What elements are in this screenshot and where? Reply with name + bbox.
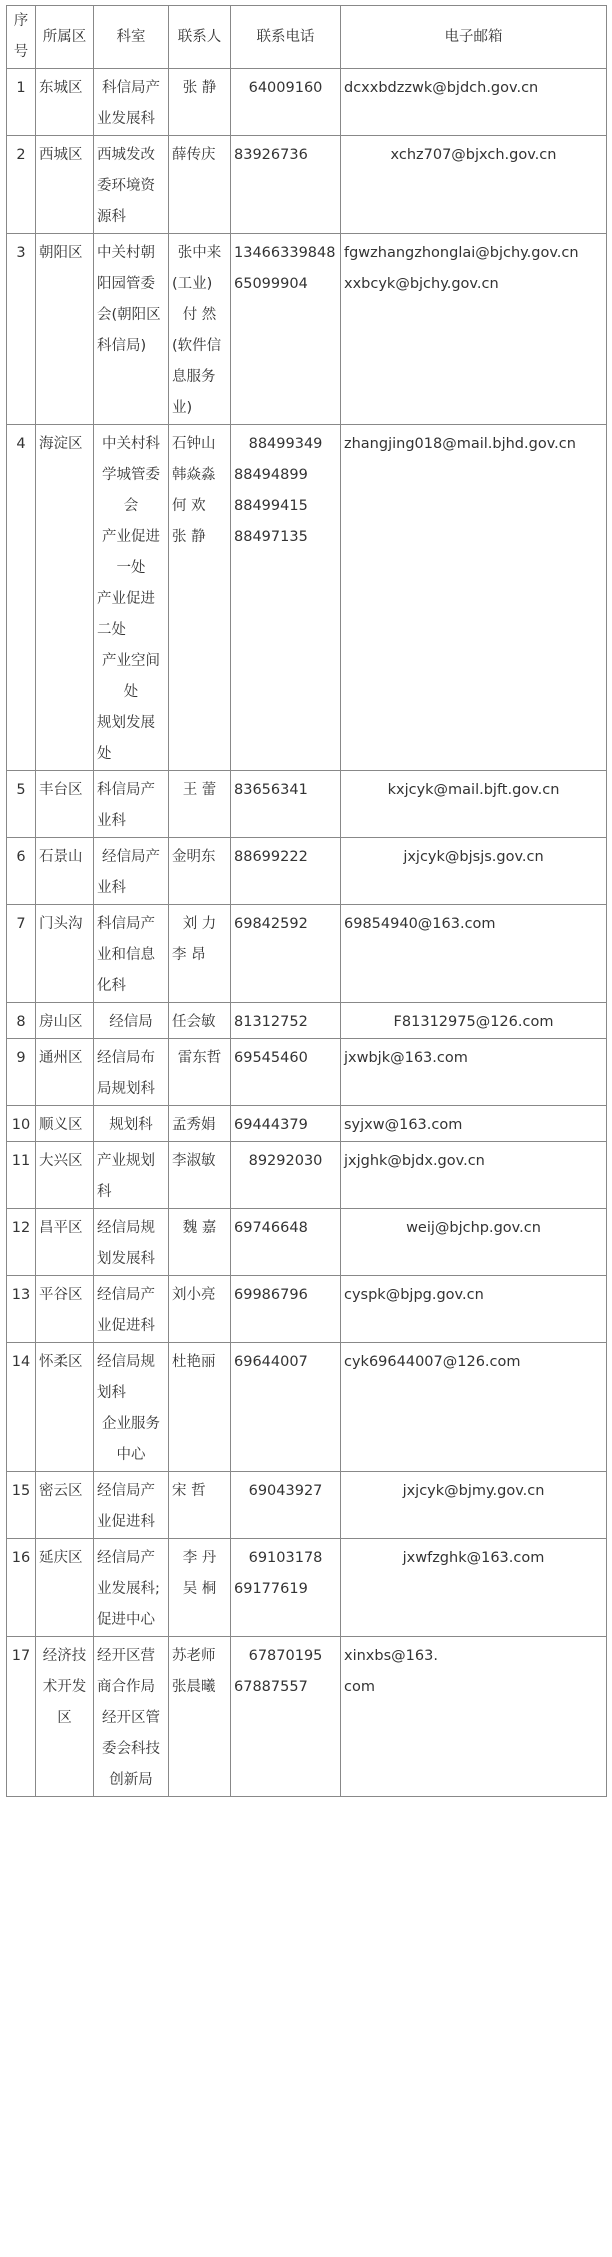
cell-email-line: cyk69644007@126.com	[344, 1354, 521, 1370]
cell-district: 延庆区	[36, 1539, 94, 1637]
cell-contact-line: 刘 力	[182, 916, 217, 932]
cell-contact	[169, 425, 231, 771]
cell-phone-line: 69444379	[234, 1117, 308, 1133]
cell-email	[341, 1539, 607, 1637]
cell-department-line: 划科	[97, 1385, 126, 1401]
cell-contact	[169, 1472, 231, 1539]
table-row	[7, 1472, 607, 1539]
cell-contact-line: 张 静	[172, 529, 206, 545]
cell-contact-line: 宋 哲	[172, 1483, 206, 1499]
header-index: 序号	[7, 6, 36, 69]
table-row	[7, 838, 607, 905]
cell-contact	[169, 905, 231, 1003]
cell-department-line: 业科	[97, 813, 126, 829]
cell-department	[94, 1209, 169, 1276]
cell-department-line: 经信局产	[97, 1287, 155, 1303]
cell-department	[94, 838, 169, 905]
cell-phone-line: 67887557	[234, 1679, 308, 1695]
cell-district: 平谷区	[36, 1276, 94, 1343]
cell-phone	[231, 838, 341, 905]
cell-phone-line: 65099904	[234, 276, 308, 292]
cell-email-line: xchz707@bjxch.gov.cn	[390, 147, 557, 163]
cell-phone	[231, 69, 341, 136]
cell-district: 东城区	[36, 69, 94, 136]
table-row	[7, 1003, 607, 1039]
cell-district: 昌平区	[36, 1209, 94, 1276]
cell-phone	[231, 425, 341, 771]
cell-phone	[231, 771, 341, 838]
cell-department-line: 经开区管	[102, 1710, 160, 1726]
cell-phone-line: 88499415	[234, 498, 308, 514]
cell-department-line: 经信局规	[97, 1354, 155, 1370]
cell-index: 1	[7, 69, 36, 136]
cell-contact-line: 杜艳丽	[172, 1354, 216, 1370]
cell-email-line: jxjcyk@bjmy.gov.cn	[402, 1483, 545, 1499]
cell-district: 大兴区	[36, 1142, 94, 1209]
cell-index: 12	[7, 1209, 36, 1276]
cell-contact	[169, 1106, 231, 1142]
cell-email-line: com	[344, 1679, 375, 1695]
table-row	[7, 1637, 607, 1797]
cell-email	[341, 69, 607, 136]
cell-phone	[231, 234, 341, 425]
cell-email-line: weij@bjchp.gov.cn	[406, 1220, 541, 1236]
cell-phone-line: 69103178	[248, 1550, 323, 1566]
cell-department-line: 业和信息	[97, 947, 155, 963]
cell-department-line: 产业促进	[102, 529, 160, 545]
header-row	[7, 6, 607, 69]
cell-department-line: 促进中心	[97, 1612, 155, 1628]
cell-phone	[231, 1637, 341, 1797]
cell-phone	[231, 1209, 341, 1276]
cell-email-line: cyspk@bjpg.gov.cn	[344, 1287, 484, 1303]
cell-department	[94, 69, 169, 136]
cell-email-line: fgwzhangzhonglai@bjchy.gov.cn	[344, 245, 579, 261]
cell-phone	[231, 1039, 341, 1106]
cell-contact-line: 付 然	[182, 307, 217, 323]
cell-index: 15	[7, 1472, 36, 1539]
cell-district-line: 区	[57, 1710, 72, 1726]
cell-email-line: kxjcyk@mail.bjft.gov.cn	[387, 782, 560, 798]
cell-contact	[169, 1142, 231, 1209]
cell-index: 16	[7, 1539, 36, 1637]
cell-email	[341, 1209, 607, 1276]
cell-index: 2	[7, 136, 36, 234]
cell-department	[94, 1472, 169, 1539]
table-row	[7, 234, 607, 425]
cell-index: 4	[7, 425, 36, 771]
cell-department-line: 经信局规	[97, 1220, 155, 1236]
cell-contact-line: 何 欢	[172, 498, 206, 514]
cell-department	[94, 905, 169, 1003]
cell-district	[36, 1637, 94, 1797]
cell-phone	[231, 1472, 341, 1539]
cell-department-line: 经信局布	[97, 1050, 155, 1066]
cell-contact-line: 雷东哲	[177, 1050, 222, 1066]
cell-index: 14	[7, 1343, 36, 1472]
cell-contact-line: 业)	[172, 400, 193, 416]
cell-department-line: 处	[123, 684, 139, 700]
cell-department-line: 规划发展	[97, 715, 155, 731]
cell-contact	[169, 1003, 231, 1039]
cell-contact-line: 孟秀娟	[172, 1117, 216, 1133]
cell-phone	[231, 1106, 341, 1142]
cell-district: 顺义区	[36, 1106, 94, 1142]
header-district: 所属区	[36, 6, 94, 69]
cell-department-line: 业促进科	[97, 1318, 155, 1334]
cell-phone	[231, 905, 341, 1003]
cell-department-line: 源科	[97, 209, 126, 225]
cell-phone-line: 13466339848	[234, 245, 336, 261]
cell-contact-line: 苏老师	[172, 1648, 216, 1664]
cell-phone-line: 83656341	[234, 782, 308, 798]
table-row	[7, 771, 607, 838]
cell-phone	[231, 136, 341, 234]
cell-email	[341, 1343, 607, 1472]
cell-phone-line: 69043927	[248, 1483, 323, 1499]
cell-phone-line: 83926736	[234, 147, 308, 163]
cell-department-line: 二处	[97, 622, 126, 638]
cell-contact-line: 薛传庆	[172, 147, 216, 163]
cell-department	[94, 1276, 169, 1343]
cell-email-line: jxjcyk@bjsjs.gov.cn	[403, 849, 544, 865]
cell-department-line: 化科	[97, 978, 126, 994]
cell-email	[341, 234, 607, 425]
cell-district: 朝阳区	[36, 234, 94, 425]
cell-district: 门头沟	[36, 905, 94, 1003]
header-department: 科室	[94, 6, 169, 69]
cell-department	[94, 425, 169, 771]
cell-phone-line: 69545460	[234, 1050, 308, 1066]
cell-contact-line: 石钟山	[172, 436, 216, 452]
cell-email	[341, 1276, 607, 1343]
cell-phone-line: 89292030	[248, 1153, 323, 1169]
cell-contact-line: 王 蕾	[182, 782, 217, 798]
cell-phone	[231, 1539, 341, 1637]
cell-contact-line: 息服务	[172, 369, 216, 385]
cell-index: 8	[7, 1003, 36, 1039]
cell-department	[94, 136, 169, 234]
cell-department-line: 中关村科	[102, 436, 160, 452]
table-row	[7, 69, 607, 136]
cell-department-line: 业促进科	[97, 1514, 155, 1530]
cell-department-line: 划发展科	[97, 1251, 155, 1267]
cell-department-line: 局规划科	[97, 1081, 155, 1097]
cell-department-line: 经信局产	[102, 849, 160, 865]
cell-contact	[169, 1039, 231, 1106]
cell-district: 房山区	[36, 1003, 94, 1039]
cell-contact-line: 魏 嘉	[182, 1220, 217, 1236]
cell-email-line: xinxbs@163.	[344, 1648, 438, 1664]
cell-phone-line: 81312752	[234, 1014, 308, 1030]
cell-email	[341, 838, 607, 905]
cell-department-line: 产业规划	[97, 1153, 155, 1169]
cell-phone-line: 69842592	[234, 916, 308, 932]
cell-phone-line: 88497135	[234, 529, 308, 545]
cell-phone	[231, 1142, 341, 1209]
cell-phone	[231, 1343, 341, 1472]
cell-index: 11	[7, 1142, 36, 1209]
cell-contact	[169, 1539, 231, 1637]
cell-department-line: 学城管委	[102, 467, 160, 483]
cell-contact-line: 李 丹	[182, 1550, 217, 1566]
cell-index: 10	[7, 1106, 36, 1142]
table-body	[7, 69, 607, 1797]
cell-department-line: 科信局产	[97, 782, 155, 798]
table-row	[7, 425, 607, 771]
contacts-table	[6, 5, 607, 1797]
cell-email-line: F81312975@126.com	[393, 1014, 554, 1030]
cell-department-line: 一处	[116, 560, 146, 576]
cell-district-line: 术开发	[42, 1679, 87, 1695]
cell-phone-line: 69986796	[234, 1287, 308, 1303]
cell-email-line: jxjghk@bjdx.gov.cn	[344, 1153, 485, 1169]
cell-department-line: 经信局	[109, 1014, 153, 1030]
cell-district: 石景山	[36, 838, 94, 905]
cell-department-line: 会(朝阳区	[97, 307, 161, 323]
cell-district: 怀柔区	[36, 1343, 94, 1472]
table-row	[7, 905, 607, 1003]
cell-email-line: xxbcyk@bjchy.gov.cn	[344, 276, 499, 292]
cell-contact-line: 张中来	[177, 245, 222, 261]
cell-district: 通州区	[36, 1039, 94, 1106]
cell-email	[341, 425, 607, 771]
cell-phone-line: 64009160	[248, 80, 323, 96]
cell-department-line: 科	[97, 1184, 112, 1200]
cell-department-line: 经信局产	[97, 1483, 155, 1499]
cell-phone-line: 88499349	[248, 436, 323, 452]
cell-department-line: 阳园管委	[97, 276, 155, 292]
cell-phone-line: 69177619	[234, 1581, 308, 1597]
cell-department	[94, 1539, 169, 1637]
table-row	[7, 1276, 607, 1343]
cell-department-line: 业科	[97, 880, 126, 896]
cell-contact-line: 刘小亮	[172, 1287, 216, 1303]
cell-department-line: 中心	[116, 1447, 146, 1463]
cell-contact	[169, 1343, 231, 1472]
cell-email-line: dcxxbdzzwk@bjdch.gov.cn	[344, 80, 539, 96]
cell-phone-line: 69644007	[234, 1354, 308, 1370]
cell-department	[94, 1003, 169, 1039]
cell-email-line: jxwfzghk@163.com	[402, 1550, 545, 1566]
cell-email	[341, 1472, 607, 1539]
cell-index: 17	[7, 1637, 36, 1797]
cell-email	[341, 1637, 607, 1797]
cell-contact	[169, 1209, 231, 1276]
cell-department	[94, 771, 169, 838]
cell-contact-line: 吴 桐	[182, 1581, 217, 1597]
cell-district: 密云区	[36, 1472, 94, 1539]
cell-contact-line: 韩焱淼	[172, 467, 216, 483]
cell-phone-line: 69746648	[234, 1220, 308, 1236]
cell-department-line: 中关村朝	[97, 245, 155, 261]
cell-department-line: 产业促进	[97, 591, 155, 607]
cell-department-line: 经信局产	[97, 1550, 155, 1566]
cell-contact-line: (软件信	[172, 338, 222, 354]
cell-index: 7	[7, 905, 36, 1003]
cell-email	[341, 1039, 607, 1106]
cell-contact	[169, 234, 231, 425]
cell-phone	[231, 1276, 341, 1343]
cell-email-line: jxwbjk@163.com	[344, 1050, 468, 1066]
cell-department-line: 委环境资	[97, 178, 155, 194]
cell-phone-line: 67870195	[248, 1648, 323, 1664]
cell-email-line: syjxw@163.com	[344, 1117, 463, 1133]
cell-email	[341, 1003, 607, 1039]
cell-department-line: 企业服务	[102, 1416, 160, 1432]
cell-department-line: 科信局)	[97, 338, 147, 354]
cell-contact-line: 李淑敏	[172, 1153, 216, 1169]
cell-email-line: 69854940@163.com	[344, 916, 496, 932]
cell-department-line: 商合作局	[97, 1679, 155, 1695]
cell-contact	[169, 838, 231, 905]
cell-department-line: 规划科	[109, 1117, 153, 1133]
cell-department-line: 产业空间	[102, 653, 160, 669]
cell-contact-line: 张 静	[182, 80, 217, 96]
header-email: 电子邮箱	[341, 6, 607, 69]
cell-email	[341, 771, 607, 838]
table-row	[7, 1142, 607, 1209]
cell-contact-line: (工业)	[172, 276, 213, 292]
table-row	[7, 1343, 607, 1472]
cell-contact-line: 金明东	[172, 849, 216, 865]
cell-district-line: 经济技	[42, 1648, 87, 1664]
cell-department-line: 业发展科	[97, 111, 155, 127]
header-phone: 联系电话	[231, 6, 341, 69]
cell-contact-line: 任会敏	[172, 1014, 216, 1030]
table-row	[7, 1539, 607, 1637]
table-row	[7, 1209, 607, 1276]
cell-email	[341, 136, 607, 234]
cell-department	[94, 1637, 169, 1797]
cell-contact	[169, 771, 231, 838]
cell-contact	[169, 1276, 231, 1343]
cell-department-line: 科信局产	[102, 80, 160, 96]
cell-email	[341, 905, 607, 1003]
cell-phone	[231, 1003, 341, 1039]
cell-index: 6	[7, 838, 36, 905]
table-row	[7, 136, 607, 234]
cell-phone-line: 88699222	[234, 849, 308, 865]
cell-index: 5	[7, 771, 36, 838]
cell-department	[94, 1343, 169, 1472]
cell-department	[94, 234, 169, 425]
table-row	[7, 1039, 607, 1106]
cell-contact	[169, 136, 231, 234]
cell-department-line: 创新局	[109, 1772, 153, 1788]
header-contact: 联系人	[169, 6, 231, 69]
cell-index: 13	[7, 1276, 36, 1343]
cell-email	[341, 1142, 607, 1209]
cell-contact-line: 李 昂	[172, 947, 206, 963]
cell-department-line: 会	[123, 498, 139, 514]
cell-contact	[169, 69, 231, 136]
cell-phone-line: 88494899	[234, 467, 308, 483]
cell-department-line: 西城发改	[97, 147, 155, 163]
cell-contact	[169, 1637, 231, 1797]
cell-district: 海淀区	[36, 425, 94, 771]
cell-email-line: zhangjing018@mail.bjhd.gov.cn	[344, 436, 576, 452]
cell-department	[94, 1142, 169, 1209]
cell-department-line: 业发展科;	[97, 1581, 160, 1597]
cell-district: 西城区	[36, 136, 94, 234]
cell-department	[94, 1106, 169, 1142]
cell-department-line: 委会科技	[102, 1741, 160, 1757]
cell-department	[94, 1039, 169, 1106]
cell-district: 丰台区	[36, 771, 94, 838]
cell-contact-line: 张晨曦	[172, 1679, 216, 1695]
cell-department-line: 经开区营	[97, 1648, 155, 1664]
table-row	[7, 1106, 607, 1142]
cell-department-line: 处	[97, 746, 112, 762]
cell-email	[341, 1106, 607, 1142]
cell-index: 3	[7, 234, 36, 425]
cell-index: 9	[7, 1039, 36, 1106]
cell-department-line: 科信局产	[97, 916, 155, 932]
